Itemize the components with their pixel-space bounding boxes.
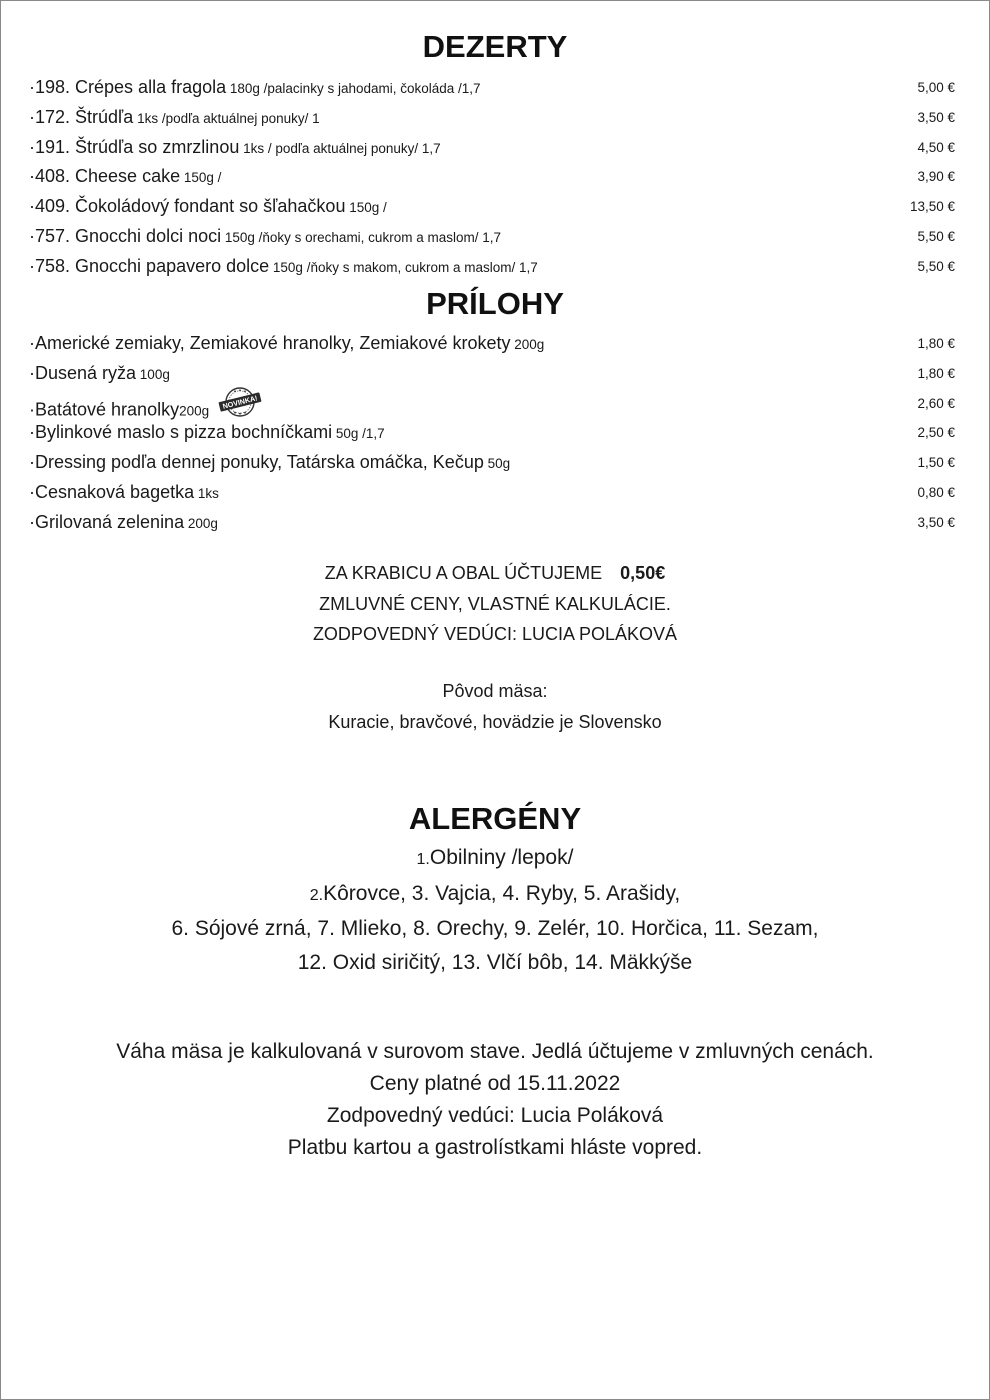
item-name: ·Cesnaková bagetka — [29, 481, 195, 502]
allergen-line — [1, 841, 989, 877]
item-name: ·191. Štrúdľa so zmrzlinou — [29, 136, 240, 157]
menu-item — [29, 448, 955, 478]
dezerty-list — [29, 73, 955, 282]
item-name: ·Grilovaná zelenina — [29, 511, 185, 532]
packaging-fee-line — [1, 558, 989, 589]
allergen-text: Kôrovce, 3. Vajcia, 4. Ryby, 5. Arašidy, — [323, 881, 681, 905]
menu-item — [29, 133, 955, 163]
item-detail: 180g /palacinky s jahodami, čokoláda /1,7 — [226, 81, 481, 96]
item-name: ·Dressing podľa dennej ponuky, Tatárska omáčka, Kečup — [29, 452, 484, 473]
item-name: ·Dusená ryža — [29, 362, 137, 383]
item-price: 4,50 € — [917, 139, 955, 155]
alergeny-heading: ALERGÉNY — [408, 801, 582, 836]
item-name: ·758. Gnocchi papavero dolce — [29, 255, 270, 276]
manager-note: ZODPOVEDNÝ VEDÚCI: LUCIA POLÁKOVÁ — [312, 624, 678, 644]
item-name: ·198. Crépes alla fragola — [29, 77, 227, 97]
item-detail: 100g — [136, 366, 170, 382]
item-price: 5,00 € — [917, 80, 955, 95]
item-price: 1,80 € — [917, 365, 955, 381]
item-price: 1,80 € — [917, 336, 955, 351]
item-detail: 1ks /podľa aktuálnej ponuky/ 1 — [133, 110, 320, 126]
payment-note: Platbu kartou a gastrolístkami hláste vopred. — [287, 1136, 703, 1159]
prilohy-list — [29, 329, 955, 538]
item-name: ·Bylinkové maslo s pizza bochníčkami — [29, 422, 333, 443]
item-detail: 200g — [179, 403, 210, 419]
item-detail: 50g /1,7 — [332, 426, 385, 442]
item-detail: 50g — [483, 456, 511, 472]
item-price: 3,50 € — [917, 514, 955, 530]
allergen-number: 1. — [416, 851, 430, 868]
item-detail: 1ks — [194, 485, 219, 501]
allergen-line: 6. Sójové zrná, 7. Mlieko, 8. Orechy, 9. Zelér, 10. Horčica, 11. Sezam, — [171, 917, 819, 940]
prilohy-heading: PRÍLOHY — [426, 286, 564, 321]
menu-item — [29, 508, 955, 538]
item-price: 3,50 € — [917, 109, 955, 125]
takeaway-notice — [1, 558, 989, 650]
meat-origin-text: Kuracie, bravčové, hovädzie je Slovensko — [328, 711, 662, 732]
menu-item — [29, 418, 955, 448]
item-detail: 150g / — [180, 170, 222, 186]
menu-item — [29, 359, 955, 389]
item-name: ·172. Štrúdľa — [29, 106, 134, 127]
weight-note: Váha mäsa je kalkulovaná v surovom stave. Jedlá účtujeme v zmluvných cenách. — [116, 1040, 874, 1063]
item-price: 2,60 € — [917, 395, 955, 411]
item-price: 3,90 € — [917, 169, 955, 185]
allergen-text: Obilniny /lepok/ — [429, 846, 574, 869]
meat-origin — [1, 676, 989, 737]
item-name: ·408. Cheese cake — [29, 166, 181, 187]
item-name: ·757. Gnocchi dolci noci — [29, 225, 222, 246]
footer-notes — [1, 1036, 989, 1164]
svg-text:NOVINKA!: NOVINKA! — [221, 393, 258, 411]
item-name: ·Batátové hranolky — [29, 399, 180, 420]
item-detail: 150g /ňoky s makom, cukrom a maslom/ 1,7 — [269, 259, 538, 275]
menu-item — [29, 252, 955, 282]
item-price: 5,50 € — [917, 228, 955, 244]
item-detail: 150g / — [345, 200, 387, 216]
menu-item — [29, 162, 955, 192]
item-price: 13,50 € — [909, 199, 955, 215]
meat-origin-title: Pôvod mäsa: — [442, 681, 548, 701]
packaging-fee-amount: 0,50€ — [620, 563, 666, 583]
item-name: ·Americké zemiaky, Zemiakové hranolky, Zemiakové krokety — [29, 333, 511, 353]
menu-item — [29, 192, 955, 222]
menu-item — [29, 103, 955, 133]
allergen-line — [1, 877, 989, 913]
menu-item — [29, 73, 955, 103]
item-detail: 150g /ňoky s orechami, cukrom a maslom/ 1,7 — [221, 229, 501, 245]
item-detail: 200g — [184, 515, 218, 531]
packaging-fee-label: ZA KRABICU A OBAL ÚČTUJEME — [324, 563, 603, 583]
menu-item — [29, 389, 955, 419]
pricing-note: ZMLUVNÉ CENY, VLASTNÉ KALKULÁCIE. — [319, 593, 671, 614]
allergen-line: 12. Oxid siričitý, 13. Vlčí bôb, 14. Mäkkýše — [297, 950, 693, 974]
validity-note: Ceny platné od 15.11.2022 — [369, 1072, 621, 1095]
item-name: ·409. Čokoládový fondant so šľahačkou — [29, 196, 346, 217]
item-price: 5,50 € — [917, 258, 955, 274]
allergen-number: 2. — [309, 886, 324, 904]
item-price: 2,50 € — [917, 425, 955, 441]
menu-item — [29, 478, 955, 508]
menu-item — [29, 222, 955, 252]
item-detail: 200g — [510, 337, 545, 352]
item-price: 0,80 € — [917, 484, 955, 500]
item-detail: 1ks / podľa aktuálnej ponuky/ 1,7 — [239, 140, 441, 156]
manager-footer: Zodpovedný vedúci: Lucia Poláková — [326, 1104, 664, 1127]
menu-item — [29, 329, 955, 359]
item-price: 1,50 € — [917, 455, 955, 471]
dezerty-heading: DEZERTY — [422, 29, 568, 64]
allergen-list — [1, 841, 989, 979]
